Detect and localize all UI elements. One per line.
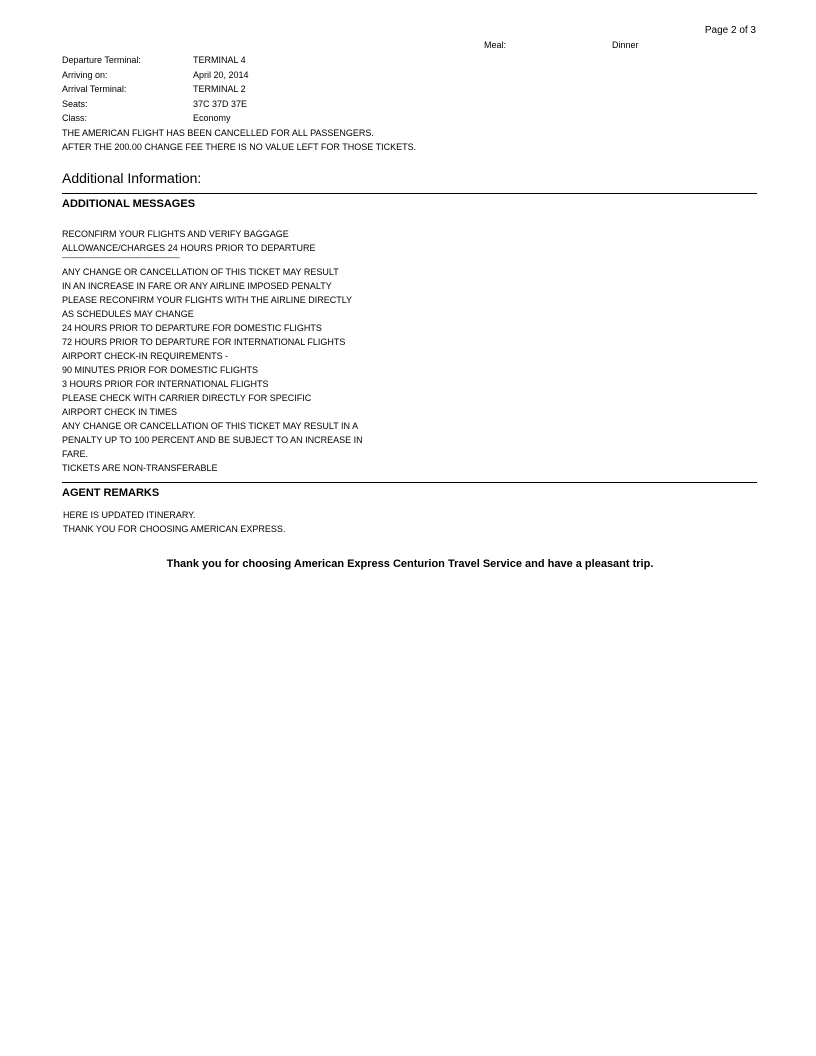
message-line: 90 MINUTES PRIOR FOR DOMESTIC FLIGHTS xyxy=(62,365,259,375)
agent-remarks-title: AGENT REMARKS xyxy=(62,487,160,499)
detail-row-class xyxy=(62,111,762,126)
detail-row-arriving-on xyxy=(62,68,762,83)
detail-value: 37C 37D 37E xyxy=(193,98,248,109)
remark-line: HERE IS UPDATED ITINERARY. xyxy=(63,510,196,520)
detail-label: Arriving on: xyxy=(62,69,108,80)
detail-label: Departure Terminal: xyxy=(62,55,141,65)
detail-label: Arrival Terminal: xyxy=(62,84,127,95)
message-line: PLEASE CHECK WITH CARRIER DIRECTLY FOR SPECIFIC xyxy=(62,393,312,403)
remark-line: THANK YOU FOR CHOOSING AMERICAN EXPRESS. xyxy=(63,524,286,534)
page-number: Page 2 of 3 xyxy=(704,25,756,36)
message-line: PENALTY UP TO 100 PERCENT AND BE SUBJECT TO AN INCREASE IN xyxy=(62,435,363,445)
section-divider xyxy=(62,482,757,483)
dashed-divider: ------------------------------------------------------------- xyxy=(62,255,180,262)
additional-messages xyxy=(62,227,363,475)
detail-row-departure-terminal xyxy=(62,53,762,68)
message-line: AS SCHEDULES MAY CHANGE xyxy=(62,309,194,319)
message-line: TICKETS ARE NON-TRANSFERABLE xyxy=(62,463,218,473)
message-line: 3 HOURS PRIOR FOR INTERNATIONAL FLIGHTS xyxy=(62,379,269,389)
detail-label: Class: xyxy=(62,113,88,124)
message-line: ALLOWANCE/CHARGES 24 HOURS PRIOR TO DEPARTURE xyxy=(62,243,316,253)
message-line: AIRPORT CHECK-IN REQUIREMENTS - xyxy=(62,351,229,361)
detail-value: TERMINAL 4 xyxy=(193,55,246,65)
agent-remarks xyxy=(63,508,285,536)
detail-label: Seats: xyxy=(62,98,88,109)
closing-message: Thank you for choosing American Express Centurion Travel Service and have a pleasant trip. xyxy=(166,558,654,570)
flight-note: THE AMERICAN FLIGHT HAS BEEN CANCELLED FOR ALL PASSENGERS. xyxy=(62,127,374,138)
message-line: 24 HOURS PRIOR TO DEPARTURE FOR DOMESTIC FLIGHTS xyxy=(62,323,322,333)
detail-row-seats xyxy=(62,97,762,112)
detail-row-arrival-terminal xyxy=(62,82,762,97)
meal-label: Meal: xyxy=(484,40,507,50)
additional-information-heading: Additional Information: xyxy=(62,170,202,186)
additional-messages-title: ADDITIONAL MESSAGES xyxy=(62,198,196,210)
detail-value: April 20, 2014 xyxy=(193,69,249,80)
flight-note: AFTER THE 200.00 CHANGE FEE THERE IS NO VALUE LEFT FOR THOSE TICKETS. xyxy=(62,142,417,153)
message-line: PLEASE RECONFIRM YOUR FLIGHTS WITH THE AIRLINE DIRECTLY xyxy=(62,295,353,305)
message-line: 72 HOURS PRIOR TO DEPARTURE FOR INTERNATIONAL FLIGHTS xyxy=(62,337,346,347)
message-line: ANY CHANGE OR CANCELLATION OF THIS TICKET MAY RESULT IN A xyxy=(62,421,359,431)
message-line: IN AN INCREASE IN FARE OR ANY AIRLINE IMPOSED PENALTY xyxy=(62,281,332,291)
detail-value: Economy xyxy=(193,113,231,124)
message-line: FARE. xyxy=(62,449,89,459)
detail-value: TERMINAL 2 xyxy=(193,84,246,95)
meal-value: Dinner xyxy=(612,40,639,50)
flight-details xyxy=(62,53,762,155)
message-line: ANY CHANGE OR CANCELLATION OF THIS TICKET MAY RESULT xyxy=(62,267,339,277)
section-divider xyxy=(62,193,757,194)
message-line: AIRPORT CHECK IN TIMES xyxy=(62,407,178,417)
message-line: RECONFIRM YOUR FLIGHTS AND VERIFY BAGGAGE xyxy=(62,229,289,239)
